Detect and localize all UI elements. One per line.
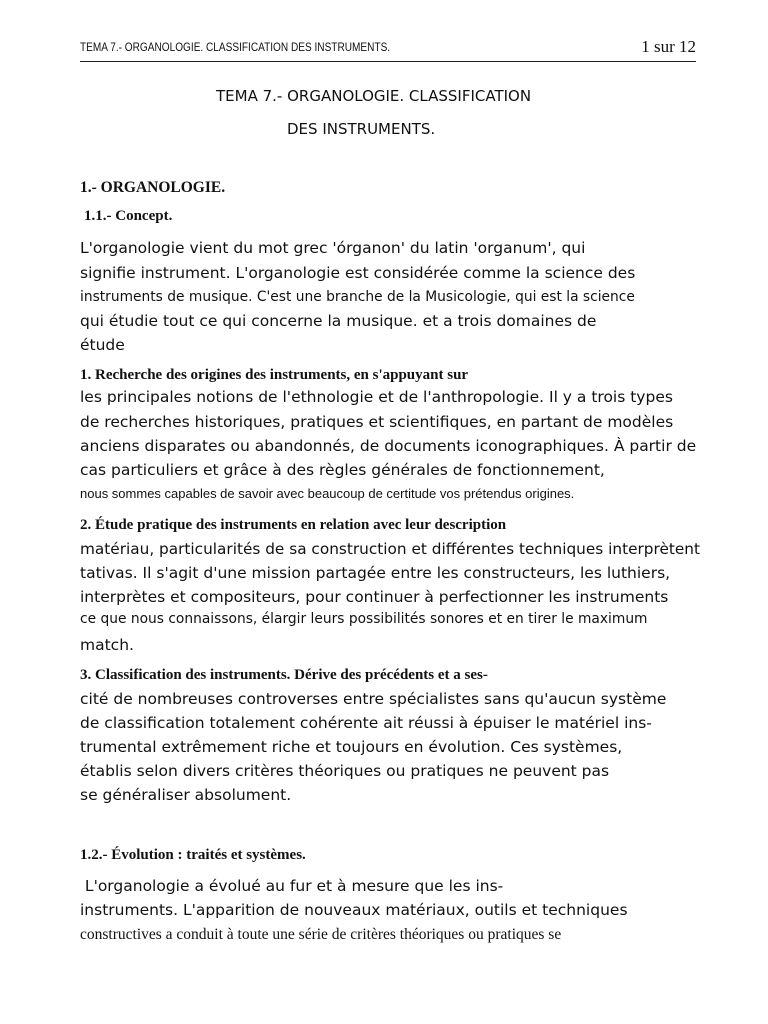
section-heading-organologie: 1.- ORGANOLOGIE. bbox=[80, 179, 226, 196]
paragraph-line: cas particuliers et grâce à des règles générales de fonctionnement, bbox=[80, 461, 605, 479]
paragraph-line: cité de nombreuses controverses entre spécialistes sans qu'aucun système bbox=[80, 690, 667, 708]
page-number: 1 sur 12 bbox=[641, 37, 696, 56]
paragraph-line: signifie instrument. L'organologie est considérée comme la science des bbox=[80, 264, 636, 282]
header-divider bbox=[80, 61, 696, 62]
domain-heading-origines: 1. Recherche des origines des instruments, en s'appuyant sur bbox=[80, 367, 469, 383]
paragraph-line: matériau, particularités de sa construction et différentes techniques interprètent bbox=[80, 540, 700, 558]
paragraph-line: constructives a conduit à toute une série de critères théoriques ou pratiques se bbox=[80, 926, 562, 943]
paragraph-line: anciens disparates ou abandonnés, de documents iconographiques. À partir de bbox=[80, 437, 697, 455]
domain-heading-classification: 3. Classification des instruments. Dérive des précédents et a ses- bbox=[80, 667, 488, 683]
document-title-line-1: TEMA 7.- ORGANOLOGIE. CLASSIFICATION bbox=[216, 87, 532, 105]
paragraph-line: instruments. L'apparition de nouveaux matériaux, outils et techniques bbox=[80, 901, 628, 919]
paragraph-line: qui étudie tout ce qui concerne la musique. et a trois domaines de bbox=[80, 312, 597, 330]
paragraph-line: instruments de musique. C'est une branche de la Musicologie, qui est la science bbox=[80, 289, 635, 305]
domain-heading-etude-pratique: 2. Étude pratique des instruments en relation avec leur description bbox=[80, 517, 507, 533]
paragraph-line: de classification totalement cohérente ait réussi à épuiser le matériel ins- bbox=[80, 714, 652, 732]
subsection-heading-concept: 1.1.- Concept. bbox=[84, 208, 173, 224]
paragraph-line: tativas. Il s'agit d'une mission partagée entre les constructeurs, les luthiers, bbox=[80, 564, 671, 582]
paragraph-line: L'organologie vient du mot grec 'órganon' du latin 'organum', qui bbox=[80, 239, 586, 257]
paragraph-line: se généraliser absolument. bbox=[80, 786, 292, 804]
paragraph-line: les principales notions de l'ethnologie et de l'anthropologie. Il y a trois types bbox=[80, 388, 673, 406]
paragraph-line: de recherches historiques, pratiques et scientifiques, en partant de modèles bbox=[80, 413, 674, 431]
paragraph-line: ce que nous connaissons, élargir leurs possibilités sonores et en tirer le maximum bbox=[80, 611, 648, 627]
running-header-title: TEMA 7.- ORGANOLOGIE. CLASSIFICATION DES INSTRUMENTS. bbox=[80, 40, 391, 54]
subsection-heading-evolution: 1.2.- Évolution : traités et systèmes. bbox=[80, 847, 306, 863]
paragraph-line: match. bbox=[80, 636, 134, 654]
document-title-line-2: DES INSTRUMENTS. bbox=[287, 120, 436, 138]
paragraph-line: nous sommes capables de savoir avec beaucoup de certitude vos prétendus origines. bbox=[80, 486, 575, 501]
paragraph-line: étude bbox=[80, 336, 125, 354]
paragraph-line: L'organologie a évolué au fur et à mesure que les ins- bbox=[80, 877, 504, 895]
paragraph-line: trumental extrêmement riche et toujours en évolution. Ces systèmes, bbox=[80, 738, 623, 756]
paragraph-line: interprètes et compositeurs, pour continuer à perfectionner les instruments bbox=[80, 588, 669, 606]
paragraph-line: établis selon divers critères théoriques ou pratiques ne peuvent pas bbox=[80, 762, 610, 780]
